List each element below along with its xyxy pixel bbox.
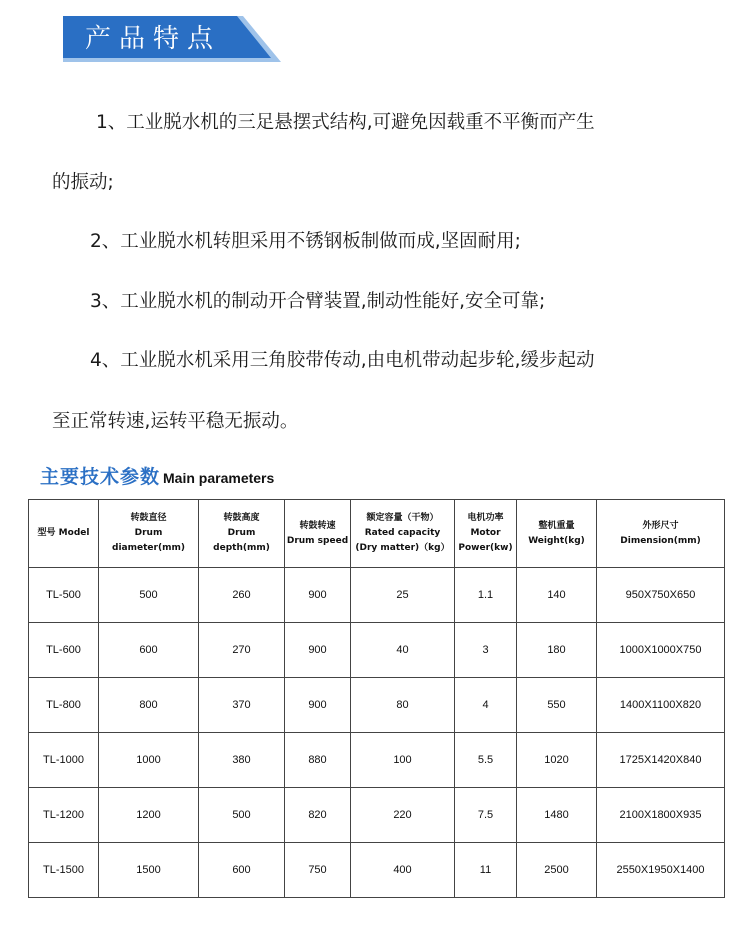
cell-model: TL-500 bbox=[29, 568, 99, 623]
col-header-drum-diameter: 转鼓直径 Drum diameter(mm) bbox=[99, 500, 199, 568]
col-header-model: 型号 Model bbox=[29, 500, 99, 568]
cell-weight: 180 bbox=[517, 623, 597, 678]
cell-drum-diameter: 800 bbox=[99, 678, 199, 733]
cell-drum-speed: 900 bbox=[285, 678, 351, 733]
cell-rated-capacity: 100 bbox=[351, 733, 455, 788]
cell-dimension: 2100X1800X935 bbox=[597, 788, 725, 843]
cell-drum-diameter: 1200 bbox=[99, 788, 199, 843]
cell-dimension: 2550X1950X1400 bbox=[597, 843, 725, 898]
cell-drum-diameter: 500 bbox=[99, 568, 199, 623]
parameters-heading-en: Main parameters bbox=[163, 470, 275, 486]
cell-drum-speed: 880 bbox=[285, 733, 351, 788]
cell-rated-capacity: 40 bbox=[351, 623, 455, 678]
cell-weight: 1480 bbox=[517, 788, 597, 843]
parameters-heading bbox=[40, 462, 274, 489]
cell-motor-power: 5.5 bbox=[455, 733, 517, 788]
cell-drum-speed: 900 bbox=[285, 623, 351, 678]
cell-model: TL-600 bbox=[29, 623, 99, 678]
col-header-weight: 整机重量 Weight(kg) bbox=[517, 500, 597, 568]
banner-title: 产品特点 bbox=[85, 24, 222, 54]
cell-dimension: 1725X1420X840 bbox=[597, 733, 725, 788]
cell-dimension: 1000X1000X750 bbox=[597, 623, 725, 678]
table-row bbox=[29, 788, 725, 843]
cell-dimension: 1400X1100X820 bbox=[597, 678, 725, 733]
feature-3: 3、工业脱水机的制动开合臂装置,制动性能好,安全可靠; bbox=[90, 291, 546, 312]
cell-rated-capacity: 25 bbox=[351, 568, 455, 623]
cell-rated-capacity: 80 bbox=[351, 678, 455, 733]
cell-drum-depth: 370 bbox=[199, 678, 285, 733]
cell-drum-depth: 380 bbox=[199, 733, 285, 788]
feature-2: 2、工业脱水机转胆采用不锈钢板制做而成,坚固耐用; bbox=[90, 231, 521, 252]
cell-weight: 140 bbox=[517, 568, 597, 623]
table-row bbox=[29, 568, 725, 623]
cell-drum-depth: 270 bbox=[199, 623, 285, 678]
cell-rated-capacity: 400 bbox=[351, 843, 455, 898]
table-row bbox=[29, 623, 725, 678]
feature-4-line1: 4、工业脱水机采用三角胶带传动,由电机带动起步轮,缓步起动 bbox=[90, 350, 595, 371]
col-header-rated-capacity: 额定容量（干物） Rated capacity (Dry matter)（kg） bbox=[351, 500, 455, 568]
table-row bbox=[29, 843, 725, 898]
table-row bbox=[29, 678, 725, 733]
cell-drum-speed: 750 bbox=[285, 843, 351, 898]
cell-drum-diameter: 1500 bbox=[99, 843, 199, 898]
col-header-dimension: 外形尺寸 Dimension(mm) bbox=[597, 500, 725, 568]
cell-motor-power: 4 bbox=[455, 678, 517, 733]
col-header-drum-speed: 转鼓转速 Drum speed bbox=[285, 500, 351, 568]
table-body bbox=[29, 568, 725, 898]
cell-model: TL-1500 bbox=[29, 843, 99, 898]
cell-model: TL-1000 bbox=[29, 733, 99, 788]
feature-1-line2: 的振动; bbox=[52, 172, 114, 193]
cell-drum-diameter: 1000 bbox=[99, 733, 199, 788]
cell-motor-power: 11 bbox=[455, 843, 517, 898]
cell-motor-power: 7.5 bbox=[455, 788, 517, 843]
cell-weight: 550 bbox=[517, 678, 597, 733]
cell-weight: 1020 bbox=[517, 733, 597, 788]
cell-drum-speed: 900 bbox=[285, 568, 351, 623]
feature-1-line1: 1、工业脱水机的三足悬摆式结构,可避免因载重不平衡而产生 bbox=[96, 112, 595, 133]
cell-drum-speed: 820 bbox=[285, 788, 351, 843]
cell-drum-diameter: 600 bbox=[99, 623, 199, 678]
cell-weight: 2500 bbox=[517, 843, 597, 898]
cell-drum-depth: 260 bbox=[199, 568, 285, 623]
cell-motor-power: 3 bbox=[455, 623, 517, 678]
cell-drum-depth: 500 bbox=[199, 788, 285, 843]
parameters-heading-cn: 主要技术参数 bbox=[40, 466, 161, 488]
table-row bbox=[29, 733, 725, 788]
cell-motor-power: 1.1 bbox=[455, 568, 517, 623]
cell-model: TL-800 bbox=[29, 678, 99, 733]
col-header-motor-power: 电机功率 Motor Power(kw) bbox=[455, 500, 517, 568]
section-banner bbox=[63, 16, 281, 62]
table-header-row bbox=[29, 500, 725, 568]
cell-model: TL-1200 bbox=[29, 788, 99, 843]
cell-drum-depth: 600 bbox=[199, 843, 285, 898]
cell-dimension: 950X750X650 bbox=[597, 568, 725, 623]
col-header-drum-depth: 转鼓高度 Drum depth(mm) bbox=[199, 500, 285, 568]
feature-4-line2: 至正常转速,运转平稳无振动。 bbox=[52, 411, 299, 432]
cell-rated-capacity: 220 bbox=[351, 788, 455, 843]
parameters-table bbox=[28, 499, 725, 898]
